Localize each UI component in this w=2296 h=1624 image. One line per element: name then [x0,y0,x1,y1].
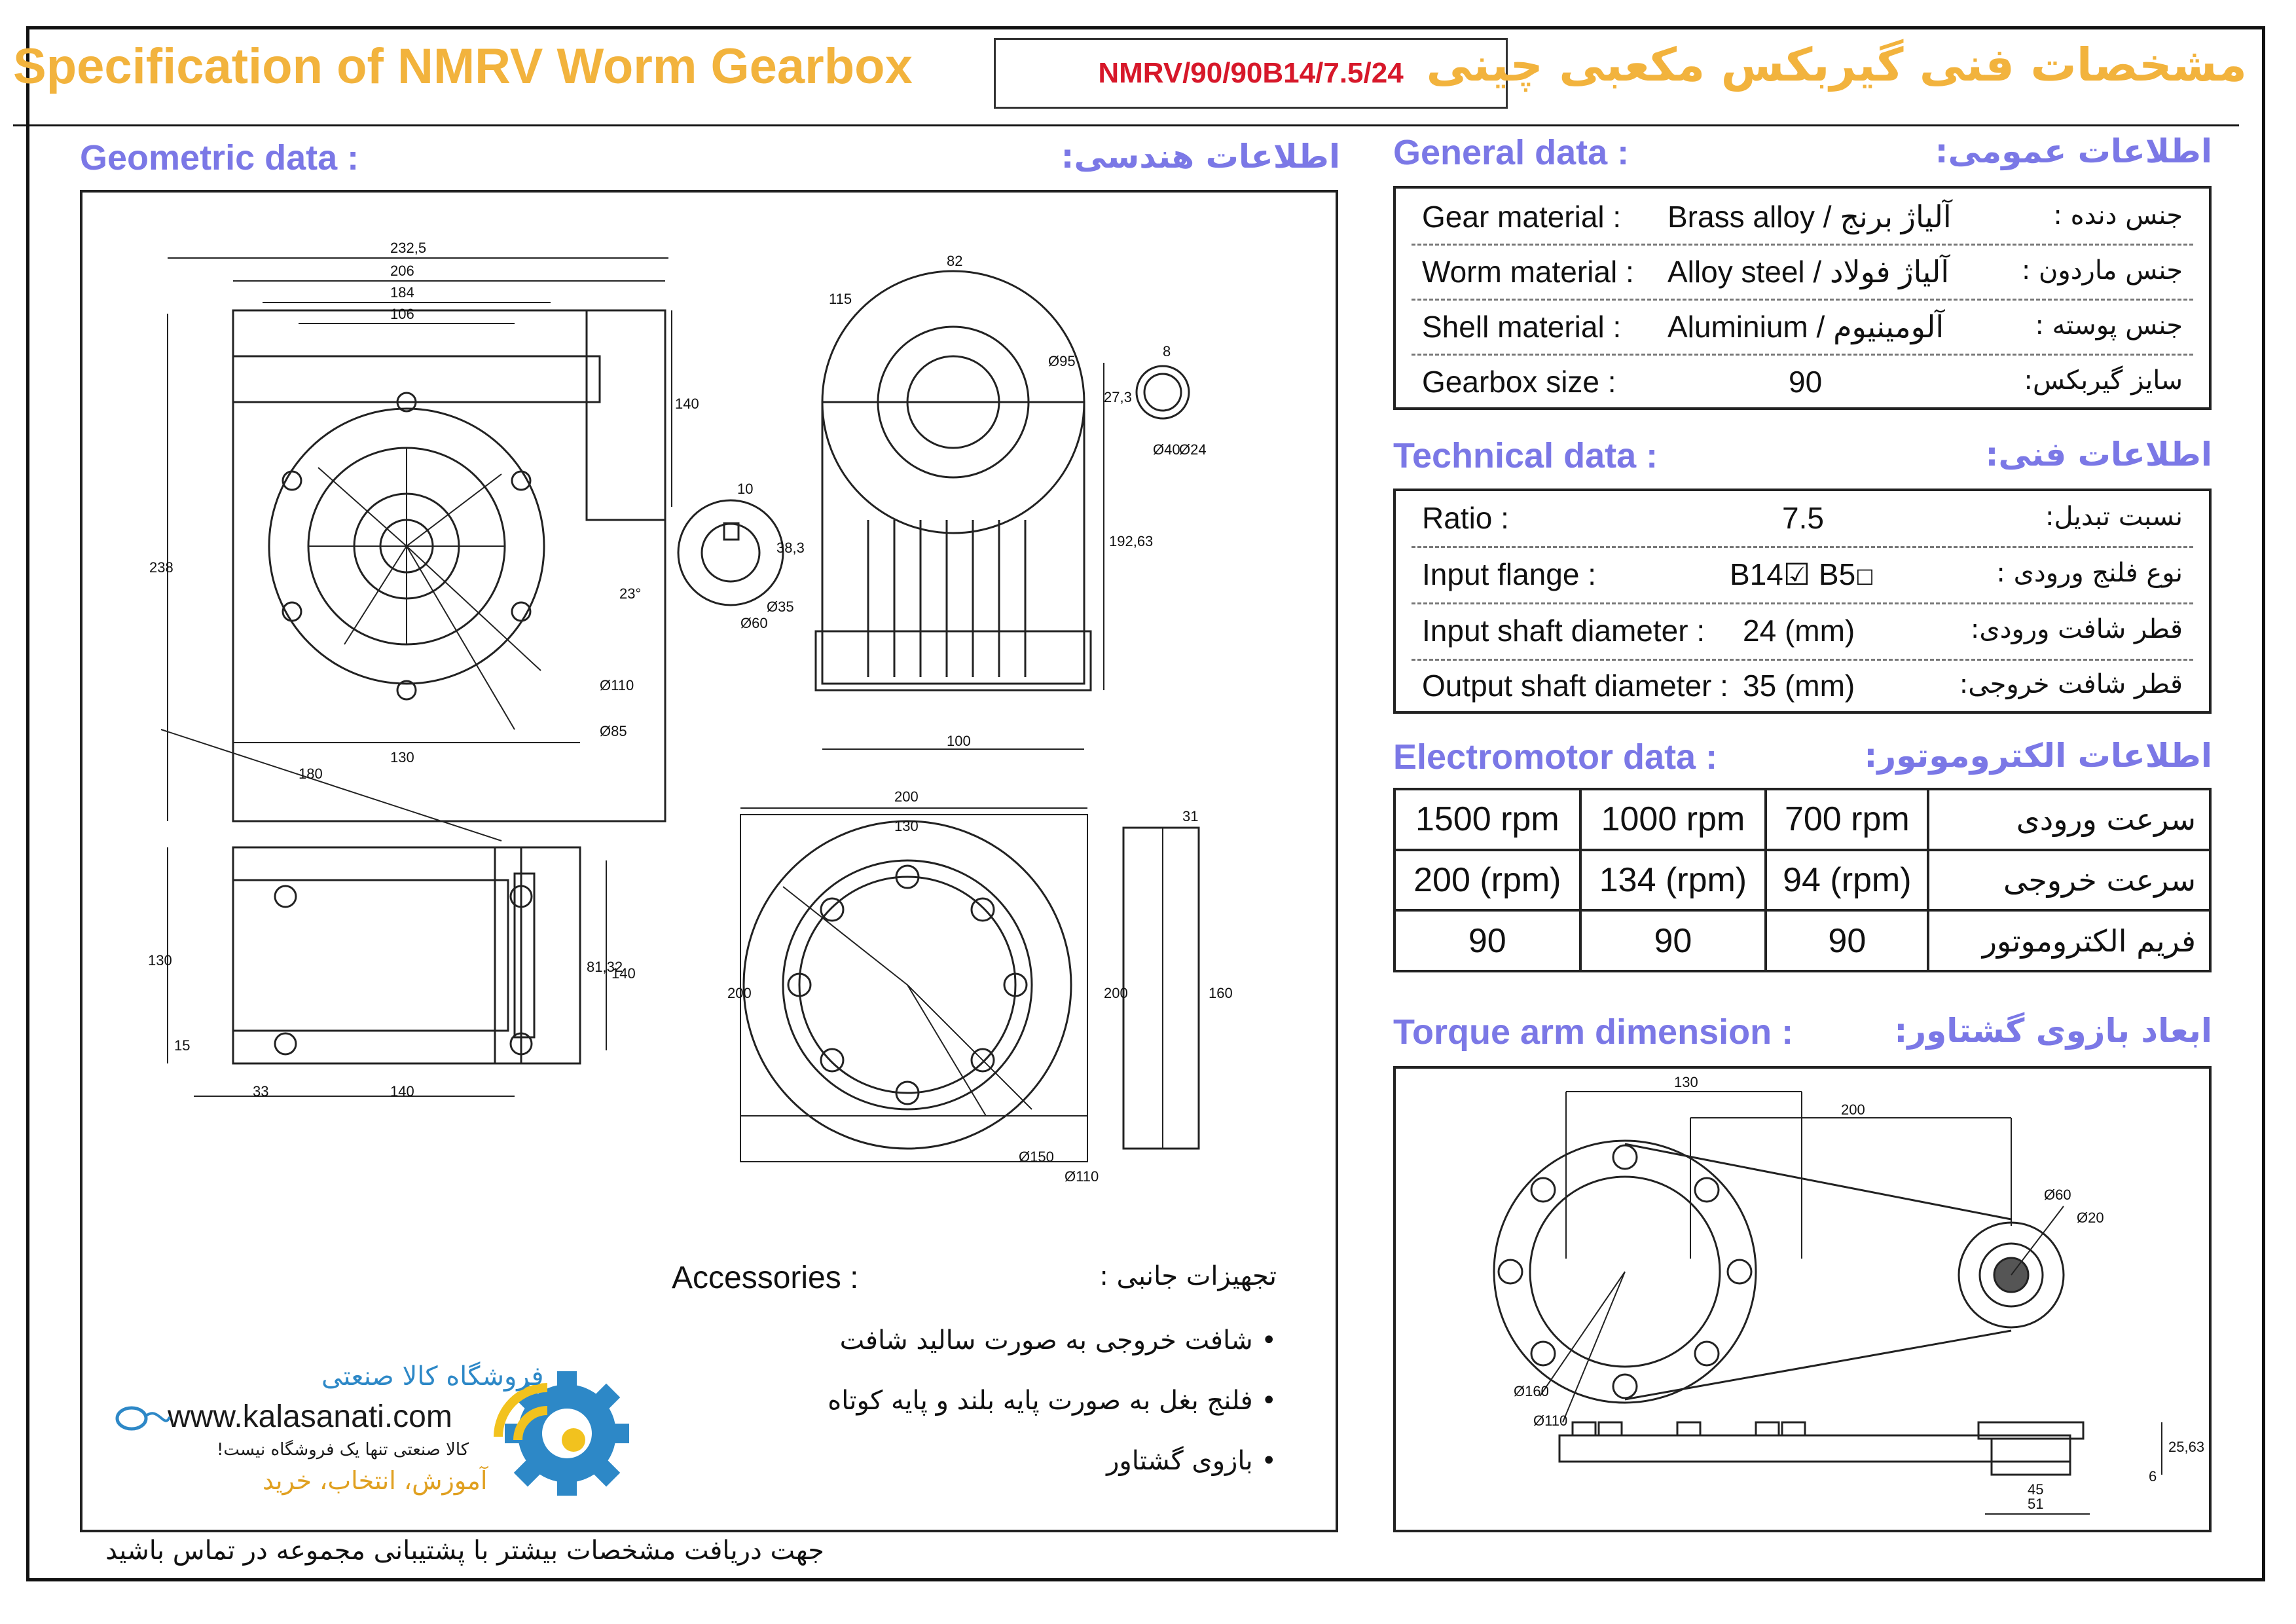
technical-title-fa: اطلاعات فنی: [1985,435,2212,473]
torque-dim-label: 6 [2149,1468,2157,1485]
input-shaft-label-fa: قطر شافت ورودی: [1970,614,2183,644]
torque-arm-title-fa: ابعاد بازوی گشتاور: [1894,1012,2212,1050]
output-shaft-label-fa: قطر شافت خروجی: [1959,669,2183,699]
logo-name: فروشگاه کالا صنعتی [321,1361,544,1392]
torque-dim-label: Ø20 [2077,1209,2104,1226]
dim-label: 81,32 [587,959,623,975]
input-shaft-value: 24 (mm) [1743,614,1855,648]
accessories-title-fa: تجهیزات جانبی : [1099,1261,1277,1291]
gearbox-size-label-fa: سایز گیربکس: [2024,365,2183,396]
dim-label: 200 [894,788,919,805]
dim-label: 192,63 [1109,533,1154,549]
input-shaft-detail [1137,366,1189,418]
accessory-item: • بازوی گشتاور [1106,1446,1277,1476]
input-flange-label-fa: نوع فلنج ورودی : [1996,558,2183,588]
dim-label: 160 [1209,985,1233,1001]
torque-arm-drawing [1396,1069,2209,1530]
footer-contact-note: جهت دریافت مشخصات بیشتر با پشتیبانی مجموعه در تماس باشید [105,1536,824,1566]
flange-b14-label: B14 [1730,557,1783,591]
torque-dim-label: Ø110 [1533,1412,1568,1429]
front-view [233,310,665,821]
output-speed-134: 134 (rpm) [1580,850,1766,911]
dim-label: 140 [611,965,636,982]
table-row [1394,789,2210,850]
torque-arm-title-en: Torque arm dimension : [1393,1012,1794,1052]
title-en: Specification of NMRV Worm Gearbox [13,39,913,94]
geometric-title-fa: اطلاعات هندسی: [1061,138,1340,175]
dim-label: 10 [737,481,754,497]
dim-label: 200 [1104,985,1128,1001]
output-speed-label: سرعت خروجی [1928,850,2210,911]
header-divider [13,124,2239,126]
input-speed-1500: 1500 rpm [1394,789,1580,850]
dim-label: Ø60 [740,615,768,631]
accessories-title-en: Accessories : [672,1261,859,1295]
input-speed-label: سرعت ورودی [1928,789,2210,850]
ratio-label: Ratio : [1422,501,1509,535]
dim-label: 106 [390,306,414,322]
title-fa: مشخصات فنی گیربکس مکعبی چینی [1426,38,2247,92]
mouse-icon [112,1397,171,1437]
torque-arm-panel [1393,1066,2212,1532]
input-speed-1000: 1000 rpm [1580,789,1766,850]
gear-material-value: Brass alloy / آلیاژ برنج [1667,200,1952,234]
accessory-item: • شافت خروجی به صورت سالید شافت [839,1325,1277,1356]
gear-material-label-fa: جنس دنده : [2053,200,2183,231]
dim-label: Ø40 [1153,441,1180,458]
torque-dim-label: 51 [2028,1496,2044,1512]
motor-frame-1: 90 [1394,910,1580,971]
torque-dim-label: Ø60 [2044,1187,2071,1203]
dim-label: 232,5 [390,240,427,256]
torque-dim-label: 45 [2028,1481,2044,1498]
dim-label: Ø35 [767,599,794,615]
gearbox-size-label: Gearbox size : [1422,365,1616,399]
output-shaft-detail [678,500,783,605]
dim-label: 38,3 [776,540,805,556]
dim-label: 100 [947,733,971,749]
dim-label: 23° [619,585,642,602]
logo-slogan: آموزش، انتخاب، خرید [263,1466,488,1495]
gear-material-label: Gear material : [1422,200,1622,234]
ratio-value: 7.5 [1782,501,1824,535]
output-speed-200: 200 (rpm) [1394,850,1580,911]
accessory-item: • فلنج بغل به صورت پایه بلند و پایه کوتاه [828,1386,1277,1416]
model-code: NMRV/90/90B14/7.5/24 [1098,57,1404,89]
ratio-label-fa: نسبت تبدیل: [2045,502,2183,532]
dim-label: Ø110 [600,677,634,693]
dim-label: 130 [148,952,172,969]
dim-label: 140 [675,396,699,412]
gearbox-size-value: 90 [1789,365,1823,399]
general-title-fa: اطلاعات عمومی: [1935,132,2212,170]
output-shaft-value: 35 (mm) [1743,669,1855,703]
electromotor-title-en: Electromotor data : [1393,737,1718,777]
technical-data-panel [1393,489,2212,714]
motor-frame-3: 90 [1766,910,1928,971]
input-shaft-label: Input shaft diameter : [1422,614,1705,648]
dim-label: Ø110 [1065,1168,1099,1185]
b14-checkbox-icon: ☑ [1783,557,1811,591]
dim-label: 130 [390,749,414,766]
dim-label: Ø85 [600,723,627,739]
logo-url[interactable]: www.kalasanati.com [168,1399,452,1434]
torque-dim-label: 25,63 [2168,1439,2205,1455]
side-view [816,271,1104,749]
kalasanati-logo[interactable] [99,1358,675,1515]
table-row [1394,910,2210,971]
worm-material-label: Worm material : [1422,255,1634,289]
motor-frame-label: فریم الکتروموتور [1928,910,2210,971]
dim-label: 115 [829,291,852,307]
dim-label: 200 [727,985,752,1001]
general-title-en: General data : [1393,133,1630,172]
input-speed-700: 700 rpm [1766,789,1928,850]
torque-dim-label: 200 [1841,1101,1865,1118]
logo-tagline: کالا صنعتی تنها یک فروشگاه نیست! [217,1440,469,1460]
output-shaft-label: Output shaft diameter : [1422,669,1728,703]
shell-material-label-fa: جنس پوسته : [2035,310,2183,341]
flange-b5-label: B5 [1818,557,1856,591]
dim-label: 15 [174,1037,191,1054]
general-data-panel [1393,186,2212,410]
bottom-view [168,847,606,1096]
output-speed-94: 94 (rpm) [1766,850,1928,911]
dim-label: 8 [1163,343,1171,360]
b5-checkbox-icon: ☐ [1855,566,1874,589]
shell-material-value: Aluminium / آلومینیوم [1667,310,1944,344]
shell-material-label: Shell material : [1422,310,1622,344]
dim-label: 140 [390,1083,414,1099]
electromotor-table [1393,788,2212,972]
dim-label: Ø24 [1179,441,1207,458]
input-flange-label: Input flange : [1422,557,1596,591]
technical-title-en: Technical data : [1393,436,1658,475]
worm-material-label-fa: جنس ماردون : [2021,255,2183,286]
dim-label: 206 [390,263,414,279]
dim-label: 27,3 [1104,389,1132,405]
dim-label: 238 [149,559,173,576]
electromotor-title-fa: اطلاعات الکتروموتور: [1864,737,2212,775]
dim-label: 31 [1182,808,1199,824]
geometric-title-en: Geometric data : [80,138,359,177]
input-flange-options [1730,557,1874,592]
dim-label: 33 [253,1083,269,1099]
dim-label: Ø95 [1048,353,1076,369]
flange-view [740,808,1199,1162]
dim-label: 180 [299,766,323,782]
geometric-panel [80,190,1338,1532]
dim-label: 184 [390,284,414,301]
dim-label: 130 [894,818,919,834]
torque-dim-label: 130 [1674,1074,1698,1090]
table-row [1394,850,2210,911]
dim-label: Ø150 [1019,1149,1054,1165]
motor-frame-2: 90 [1580,910,1766,971]
worm-material-value: Alloy steel / آلیاژ فولاد [1667,255,1950,289]
torque-dim-label: Ø160 [1514,1383,1549,1399]
dim-label: 82 [947,253,963,269]
